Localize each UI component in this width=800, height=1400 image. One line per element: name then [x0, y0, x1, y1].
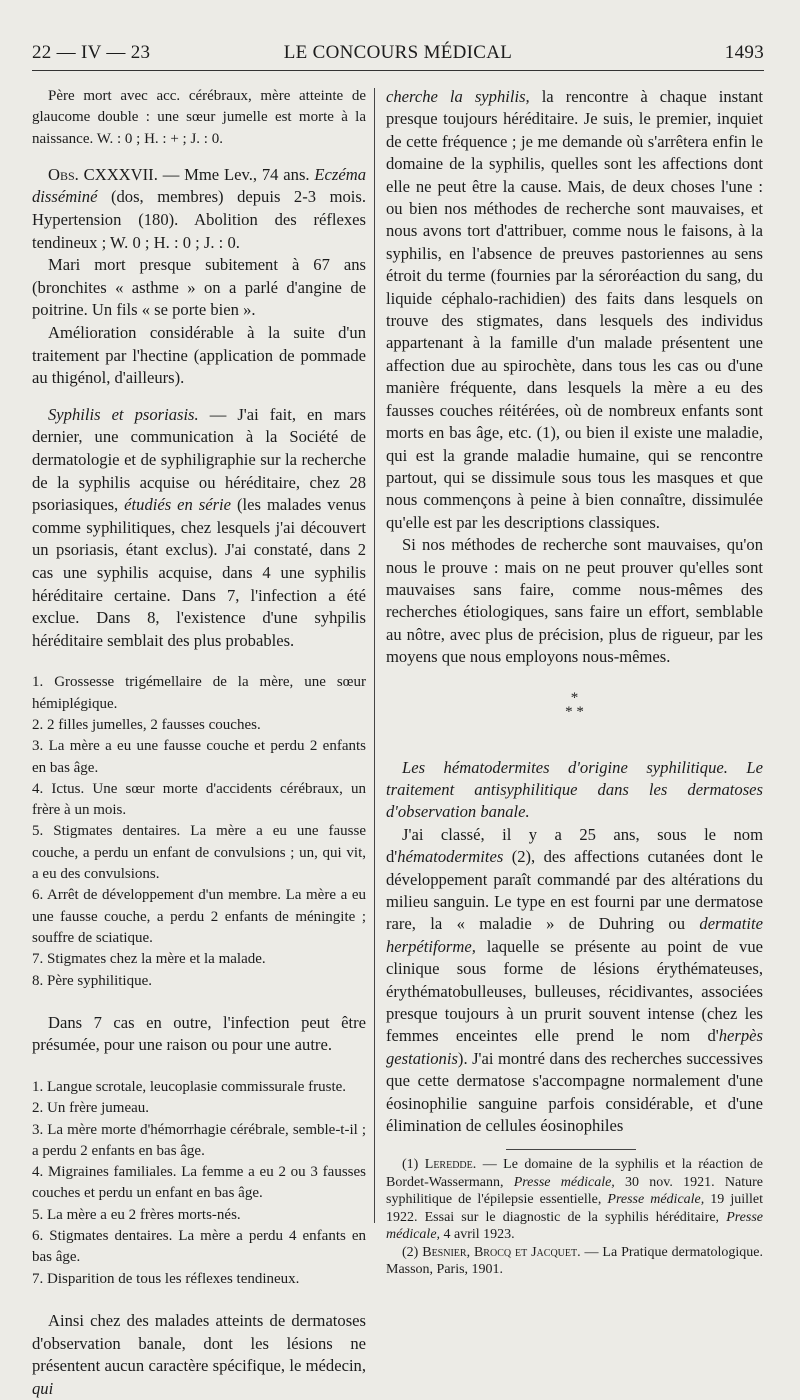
list-item: 1. Langue scrotale, leucoplasie commissurale fruste.	[32, 1079, 347, 1095]
page-number: 1493	[724, 42, 764, 63]
case-list-1	[32, 672, 366, 991]
psoriasis-paragraph: Syphilis et psoriasis. — J'ai fait, en mars dernier, une communication à la Société de dermatologie et de syphiligraphie sur la recherche de la syphilis acquise ou héréditaire, chez 28 psoriasiques, étudiés en série (les malades venus comme syphilitiques, chez lesquels j'ai découvert un psoriasis, étant exclus). J'ai constaté, dans 2 cas une syphilis acquise, dans 4 une syphilis héréditaire certaine. Dans 7, l'infection a été exclue. Dans 8, l'existence d'une syhpilis héréditaire semblait des plus probables.	[32, 404, 367, 650]
observation-label: Obs. CXXXVII.	[48, 164, 158, 184]
paragraph-improvement: Amélioration considérable à la suite d'un traitement par l'hectine (application de pommade au thigénol, d'ailleurs).	[32, 323, 366, 388]
section-separator-asterism: * * *	[565, 689, 584, 720]
paragraph-husband: Mari mort presque subitement à 67 ans (bronchites « asthme » on a parlé d'angine de poitrine. Un fils « se porte bien ».	[32, 255, 366, 320]
diagnosis: Eczéma disséminé	[32, 164, 366, 207]
list-item: 4. Ictus. Une sœur morte d'accidents cérébraux, un frère à un mois.	[32, 780, 366, 819]
observation-paragraph: Obs. CXXXVII. — Mme Lev., 74 ans. Eczéma disséminé (dos, membres) depuis 2-3 mois. Hypertension (180). Abolition des réflexes tendineux ; W. 0 ; H. : 0 ; J. : 0.	[32, 164, 366, 252]
paragraph-methods: Si nos méthodes de recherche sont mauvaises, qu'on nous le prouve : mais on ne peut prouver qu'elles sont mauvaises sans faire, comme nous-mêmes des recherches étiologiques, sans faire un effort, semblable au nôtre, avec plus de précision, plus de rigueur, par les moyens que nous employons nous-mêmes.	[386, 535, 763, 667]
list-item: 7. Stigmates chez la mère et la malade.	[32, 951, 266, 968]
right-column	[386, 86, 763, 1279]
section-title: Les hématodermites d'origine syphilitique. Le traitement antisyphilitique dans les dermatoses d'observation banale.	[386, 757, 763, 822]
footnotes	[386, 1156, 763, 1279]
list-item: 5. Stigmates dentaires. La mère a eu une fausse couche, a perdu un enfant de convulsions ; un, qui vit, a eu des convulsions.	[32, 823, 366, 883]
header-rule	[32, 70, 764, 71]
list-item: 6. Stigmates dentaires. La mère a perdu 4 enfants en bas âge.	[32, 1228, 366, 1266]
paragraph-seven-cases: Dans 7 cas en outre, l'infection peut être présumée, pour une raison ou pour une autre.	[32, 1012, 366, 1055]
case-list-2	[32, 1077, 366, 1290]
footnote-2: (2) Besnier, Brocq et Jacquet. — La Pratique dermatologique. Masson, Paris, 1901.	[386, 1244, 763, 1278]
list-item: 1. Grossesse trigémellaire de la mère, une sœur hémiplégique.	[32, 674, 366, 712]
column-divider	[374, 88, 375, 1223]
list-item: 5. La mère a eu 2 frères morts-nés.	[32, 1206, 241, 1223]
list-item: 3. La mère morte d'hémorrhagie cérébrale, semble-t-il ; a perdu 2 enfants en bas âge.	[32, 1121, 366, 1159]
journal-title: LE CONCOURS MÉDICAL	[283, 42, 513, 63]
paragraph-ainsi: Ainsi chez des malades atteints de dermatoses d'observation banale, dont les lésions ne présentent aucun caractère spécifique, le médecin, qui	[32, 1310, 366, 1398]
footnote-1: (1) Leredde. — Le domaine de la syphilis et la réaction de Bordet-Wassermann, Presse médicale, 30 nov. 1921. Nature syphilitique de l'épilepsie essentielle, Presse médicale, 19 juillet 1922. Essai sur le diagnostic de la syphilis héréditaire, Presse médicale, 4 avril 1923.	[386, 1157, 763, 1243]
list-item: 8. Père syphilitique.	[32, 972, 152, 989]
section-heading: Syphilis et psoriasis.	[48, 404, 199, 424]
list-item: 7. Disparition de tous les réflexes tendineux.	[32, 1270, 300, 1287]
list-item: 6. Arrêt de développement d'un membre. La mère a eu une fausse couche, a perdu 2 enfants de méningite ; souffre de sciatique.	[32, 887, 366, 946]
list-item: 3. La mère a eu une fausse couche et perdu 2 enfants en bas âge.	[32, 738, 366, 776]
paragraph-hematodermites: J'ai classé, il y a 25 ans, sous le nom d'hématodermites (2), des affections cutanées dont le développement paraît commandé par des altérations du milieu sanguin. Le type en est fourni par une dermatose rare, la « maladie » de Duhring ou dermatite herpétiforme, laquelle se présente au point de vue clinique sous forme de lésions érythémateuses, érythématobulleuses, bulleuses, récidivantes, associées presque toujours à un prurit souvent intense (chez les femmes enceintes elle prend le nom d'herpès gestationis). J'ai montré dans des recherches successives que cette dermatose s'accompagne normalement d'une éosinophilie sanguine parfois considérable, et d'une élimination de cellules éosinophiles	[386, 824, 763, 1136]
paragraph-intro: Père mort avec acc. cérébraux, mère atteinte de glaucome double : une sœur jumelle est morte à la naissance. W. : 0 ; H. : + ; J. : 0.	[32, 88, 366, 147]
paragraph-syphilis-continued: cherche la syphilis, la rencontre à chaque instant presque toujours héréditaire. Je suis, le premier, inquiet de cette fréquence ; je me demande où s'arrêtera enfin le domaine de la syphilis, quelles sont les affections dont elle ne peut être la cause. Mais, de deux choses l'une : ou bien nos méthodes de recherche sont mauvaises, et nous avons tort d'attribuer, comme nous le faisons, à la syphilis, en l'absence de preuves pastoriennes au sens étroit du terme (fournies par la séroréaction du sang, du liquide céphalo-rachidien) des faits dans lesquels on trouve des stigmates, dans lesquels des individus appartenant à la famille d'un malade présentent une affection due au spirochète, dans tous les cas ou d'une manière fréquente, dans lesquels la mère a eu des fausses couches réitérées, où de nombreux enfants sont morts en bas âge, etc. (1), ou bien il existe une maladie, qui est la grande maladie humaine, qui se rencontre partout, qui se dissimule sous tous les masques et que nous commençons à peine à bien connaître, dissimulée qu'elle est par les descriptions classiques.	[386, 87, 763, 532]
list-item: 2. Un frère jumeau.	[32, 1100, 150, 1117]
list-item: 4. Migraines familiales. La femme a eu 2 ou 3 fausses couches et perdu un enfant en bas âge.	[32, 1164, 366, 1202]
running-header	[32, 42, 764, 68]
footnote-rule	[506, 1149, 636, 1150]
list-item: 2. 2 filles jumelles, 2 fausses couches.	[32, 716, 261, 733]
issue-date: 22 — IV — 23	[32, 42, 151, 63]
left-column	[32, 86, 366, 1400]
